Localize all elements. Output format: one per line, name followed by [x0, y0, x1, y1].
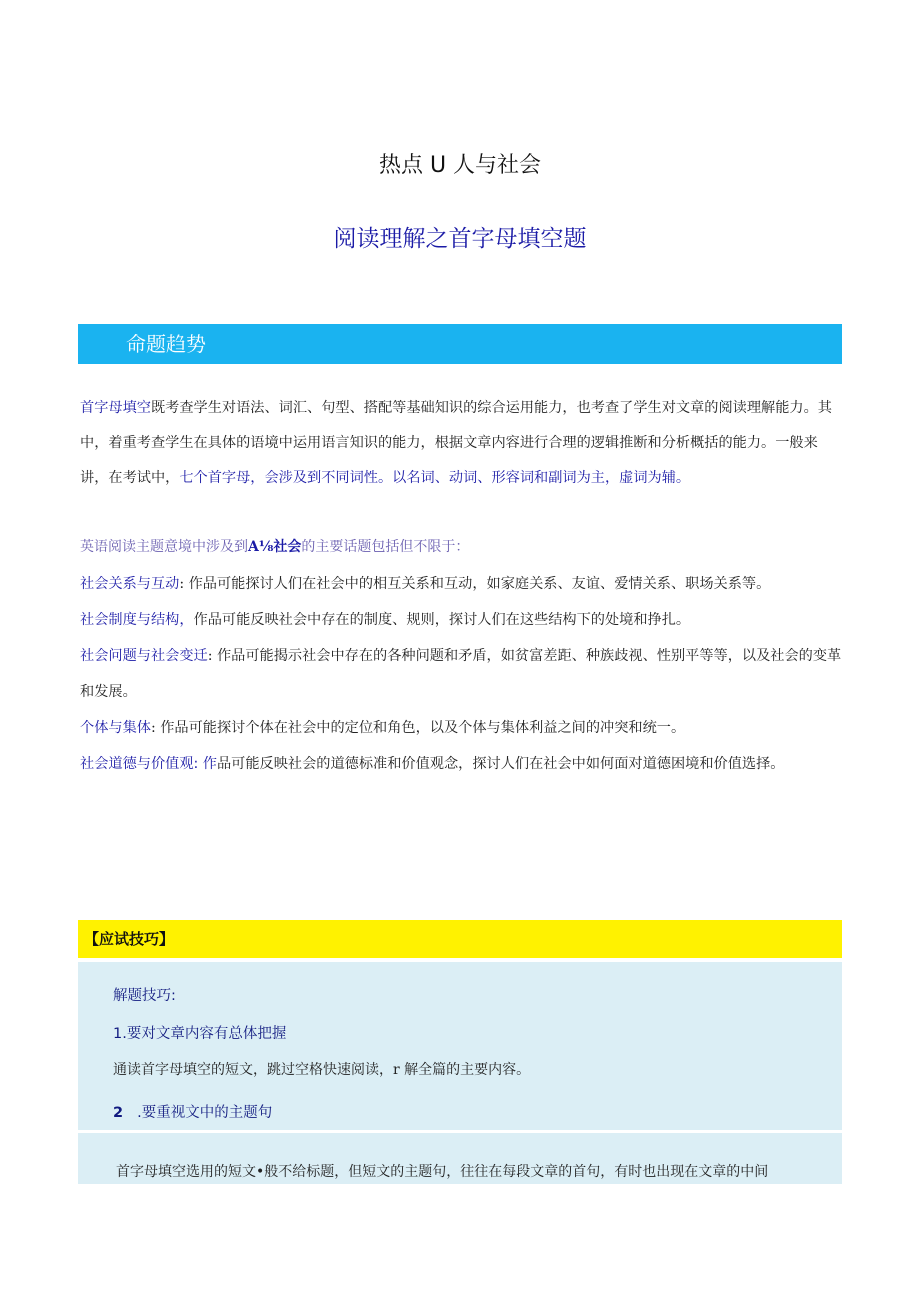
list-item [80, 746, 850, 782]
tip-2-number: 2 [113, 1105, 124, 1121]
page-subtitle: 阅读理解之首字母填空题 [333, 226, 587, 252]
list-item-label: 个体与集体 [80, 720, 151, 736]
section-bar-trend: 命题趋势 [78, 324, 842, 364]
trend-emphasis: 七个首字母，会涉及到不同词性。以名词、动词、形容词和副词为主，虚词为辅。 [179, 470, 691, 486]
list-item [80, 638, 850, 710]
topics-intro-before: 英语阅读主题意境中涉及到 [80, 539, 248, 555]
list-item-text: : 作品可能探讨个体在社会中的定位和角色，以及个体与集体利益之间的冲突和统一。 [150, 720, 686, 736]
list-item-label: 社会关系与互动 [80, 576, 180, 592]
section-bar-tips: 【应试技巧】 [78, 920, 842, 958]
list-item-label: 社会道德与价值观: 作 [80, 756, 217, 772]
list-item [80, 566, 850, 602]
tips-heading: 解题技巧: [113, 988, 176, 1004]
tip-2-title [113, 1101, 272, 1122]
list-item-text: 作品可能反映社会中存在的制度、规则，探讨人们在这些结构下的处境和挣扎。 [193, 612, 691, 628]
tip-1-title: 1.要对文章内容有总体把握 [113, 1026, 287, 1042]
list-item [80, 602, 850, 638]
tip-2-body: 首字母填空选用的短文•般不给标题，但短文的主题句，往往在每段文章的首句，有时也出现在文章的中间 [116, 1164, 769, 1180]
topics-intro-bold: A⅛社会 [248, 539, 302, 555]
trend-lead: 首字母填空 [80, 400, 151, 416]
list-item-text: : 作品可能探讨人们在社会中的相互关系和互动，如家庭关系、友谊、爱情关系、职场关系等。 [179, 576, 771, 592]
list-item-label: 社会制度与结构， [80, 612, 194, 628]
page-title: 热点 U 人与社会 [378, 153, 542, 178]
list-item-text: : 作品可能揭示社会中存在的各种问题和矛盾，如贫富差距、种族歧视、性别平等等，以及社会的变革和发展。 [80, 648, 842, 700]
tip-1-body: 通读首字母填空的短文，跳过空格快速阅读，r 解全篇的主要内容。 [113, 1062, 531, 1078]
tip-2-label: .要重视文中的主题句 [137, 1105, 273, 1121]
trend-text: 既考查学生对语法、词汇、句型、搭配等基础知识的综合运用能力，也考查了学生对文章的阅读理解能力。其中，着重考查学生在具体的语境中运用语言知识的能力，根据文章内容进行合理的逻辑推断和分析概括的能力。一般来讲，在考试中， [80, 400, 832, 486]
trend-paragraph [80, 391, 845, 496]
topics-list [80, 566, 850, 782]
list-item-label: 社会问题与社会变迁 [80, 648, 208, 664]
topics-intro-after: 的主要话题包括但不限于： [301, 539, 470, 555]
topics-intro [80, 536, 469, 556]
list-item [80, 710, 850, 746]
list-item-text: 品可能反映社会的道德标准和价值观念，探讨人们在社会中如何面对道德困境和价值选择。 [216, 756, 785, 772]
